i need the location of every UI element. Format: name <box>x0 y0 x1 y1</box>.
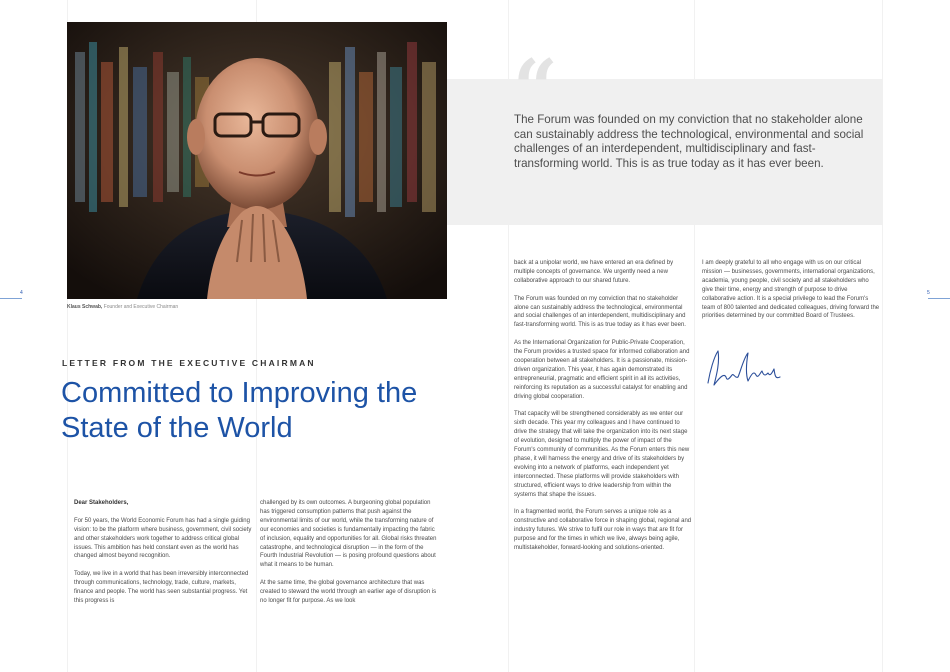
letter-column-1 <box>74 499 252 615</box>
signature-image <box>702 343 782 391</box>
page-title: Committed to Improving the State of the World <box>61 377 418 444</box>
photo-caption <box>67 304 178 310</box>
paragraph: Today, we live in a world that has been irreversibly interconnected through communications, technology, trade, culture, markets, finance and people. The world has seen substantial progress. Yet this progress is <box>74 571 249 604</box>
page-number-left: 4 <box>20 290 23 296</box>
section-eyebrow: LETTER FROM THE EXECUTIVE CHAIRMAN <box>62 358 316 368</box>
caption-role: Founder and Executive Chairman <box>103 304 179 310</box>
paragraph: I am deeply grateful to all who engage with us on our critical mission — businesses, governments, international organizations, academia, young people, civil society and all stakeholders who give their time, energy and strength of purpose to drive collaborative action. It is a special privilege to lead the Forum's team of 800 talented and dedicated colleagues, driving forward the priorities determined by our committed Board of Trustees. <box>702 260 880 320</box>
paragraph: For 50 years, the World Economic Forum has had a single guiding vision: to be the platform where business, government, civil society and other stakeholders work together to address critical global issues. This ambition has held constant even as the world has changed almost beyond recognition. <box>74 517 252 560</box>
portrait-photo <box>67 22 447 299</box>
paragraph: The Forum was founded on my conviction that no stakeholder alone can sustainably address the technological, environmental and social challenges of an interdependent, multidisciplinary and fast-transforming world. This is as true today as it has ever been. <box>514 295 686 329</box>
paragraph: As the International Organization for Public-Private Cooperation, the Forum provides a trusted space for informed collaboration and cooperation between all stakeholders. It is a passionate, mission-driven organization. This year, it has again demonstrated its entrepreneurial, pragmatic and efficient spirit in all its activities, reinforcing its reputation as a successful catalyst for enabling and driving global cooperation. <box>514 340 690 400</box>
letter-column-2 <box>260 499 437 615</box>
letter-column-4 <box>702 259 880 330</box>
quote-mark-icon: “ <box>513 43 558 134</box>
paragraph: back at a unipolar world, we have entered an era defined by multiple concepts of governance. We urgently need a new collaborative approach to our shared future. <box>514 260 674 284</box>
page-number-right: 5 <box>927 290 930 296</box>
salutation: Dear Stakeholders, <box>74 500 129 506</box>
pull-quote-text: The Forum was founded on my conviction that no stakeholder alone can sustainably address the technological, environmental and social challenges of an interdependent, multidisciplinary and fast-transforming world. This is as true today as it has ever been. <box>514 113 864 170</box>
caption-name: Klaus Schwab, <box>67 304 103 310</box>
paragraph: In a fragmented world, the Forum serves a unique role as a constructive and collaborative force in shaping global, regional and industry futures. We strive to fulfil our role in ways that are fit for purpose and for the times in which we live, always being agile, multistakeholder, forward-looking and solutions-oriented. <box>514 509 692 551</box>
right-margin-mark <box>928 298 950 299</box>
paragraph: At the same time, the global governance architecture that was created to steward the world through an earlier age of disruption is no longer fit for purpose. As we look <box>260 580 437 604</box>
letter-column-3 <box>514 259 692 562</box>
paragraph: That capacity will be strengthened considerably as we enter our sixth decade. This year my colleagues and I have continued to drive the strategy that will take the organization into its next stage of evolution, designed to multiply the power of impact of the Forum's community of communities. As the Forum enters this new phase, it will harness the energy and drive of its stakeholders by evolving into a network of platforms, each independent yet interconnected. These platforms will provide stakeholders with structured, efficient ways to drive leadership from within the systems that shape the issues. <box>514 411 690 498</box>
left-margin-mark <box>0 298 22 299</box>
paragraph: challenged by its own outcomes. A burgeoning global population has triggered consumption patterns that push against the environmental limits of our world, while the transforming nature of our economies and societies is fundamentally impacting the fabric of inclusion, equality and opportunities for all. Global risks threaten catastrophe, and technological disruption — in the form of the Fourth Industrial Revolution — is posing profound questions about what it means to be human. <box>260 500 437 569</box>
